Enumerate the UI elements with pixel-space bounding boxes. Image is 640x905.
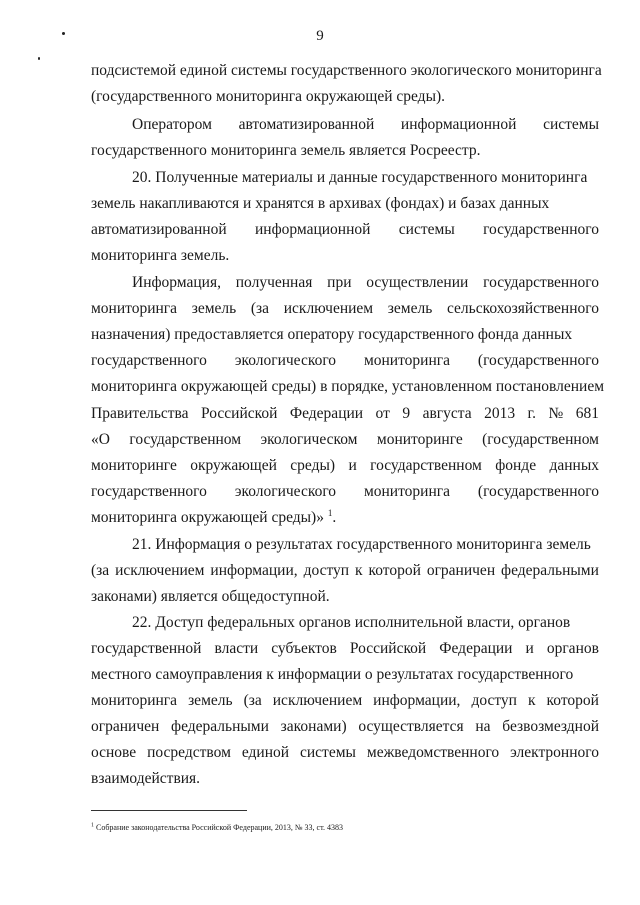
footnote-text: Собрание законодательства Российской Федерации, 2013, № 33, ст. 4383 bbox=[96, 823, 343, 832]
text-line: автоматизированной информационной системы государственного bbox=[91, 221, 599, 238]
text-line: 21. Информация о результатах государственного мониторинга земель bbox=[132, 536, 591, 553]
footnote-reference[interactable]: 1 bbox=[327, 507, 333, 518]
scan-speck bbox=[38, 57, 40, 60]
text-line: Информация, полученная при осуществлении государственного bbox=[132, 274, 599, 291]
text-line: Оператором автоматизированной информационной системы bbox=[132, 116, 599, 133]
text-line: «О государственном экологическом мониторинге (государственном bbox=[91, 431, 599, 448]
text-line: мониторинге окружающей среды) и государственном фонде данных bbox=[91, 457, 599, 474]
text-line: государственной власти субъектов Российской Федерации и органов bbox=[91, 640, 599, 657]
scan-speck bbox=[62, 32, 65, 35]
text-line: местного самоуправления к информации о результатах государственного bbox=[91, 666, 574, 683]
text-line: мониторинга окружающей среды)» $^1$. bbox=[91, 507, 337, 526]
text-line: Правительства Российской Федерации от 9 августа 2013 г. № 681 bbox=[91, 405, 599, 422]
text-line: государственного экологического мониторинга (государственного bbox=[91, 352, 599, 369]
text-line: (государственного мониторинга окружающей среды). bbox=[91, 88, 446, 105]
footnote-marker: 1 bbox=[91, 822, 94, 829]
text-line: ограничен федеральными законами) осуществляется на безвозмездной bbox=[91, 718, 599, 735]
text-line: государственного мониторинга земель является Росреестр. bbox=[91, 142, 481, 159]
text-line: основе посредством единой системы межведомственного электронного bbox=[91, 744, 599, 761]
text-line: 22. Доступ федеральных органов исполнительной власти, органов bbox=[132, 614, 571, 631]
text-line: государственного экологического мониторинга (государственного bbox=[91, 483, 599, 500]
footnote bbox=[91, 823, 343, 832]
text-line: 20. Полученные материалы и данные государственного мониторинга bbox=[132, 169, 588, 186]
text-line: земель накапливаются и хранятся в архивах (фондах) и базах данных bbox=[91, 195, 550, 212]
text-line: подсистемой единой системы государственного экологического мониторинга bbox=[91, 62, 602, 79]
text-line: мониторинга земель (за исключением информации, доступ к которой bbox=[91, 692, 599, 709]
text-line: (за исключением информации, доступ к которой ограничен федеральными bbox=[91, 562, 599, 579]
text-line: мониторинга земель. bbox=[91, 247, 230, 264]
text-line: мониторинга окружающей среды) в порядке, установленном постановлением bbox=[91, 378, 605, 395]
text-line: законами) является общедоступной. bbox=[91, 588, 330, 605]
footnote-divider bbox=[91, 810, 247, 811]
text-line: назначения) предоставляется оператору государственного фонда данных bbox=[91, 326, 573, 343]
text-line: мониторинга земель (за исключением земель сельскохозяйственного bbox=[91, 300, 599, 317]
text-line: взаимодействия. bbox=[91, 770, 201, 787]
page-number: 9 bbox=[316, 28, 324, 44]
